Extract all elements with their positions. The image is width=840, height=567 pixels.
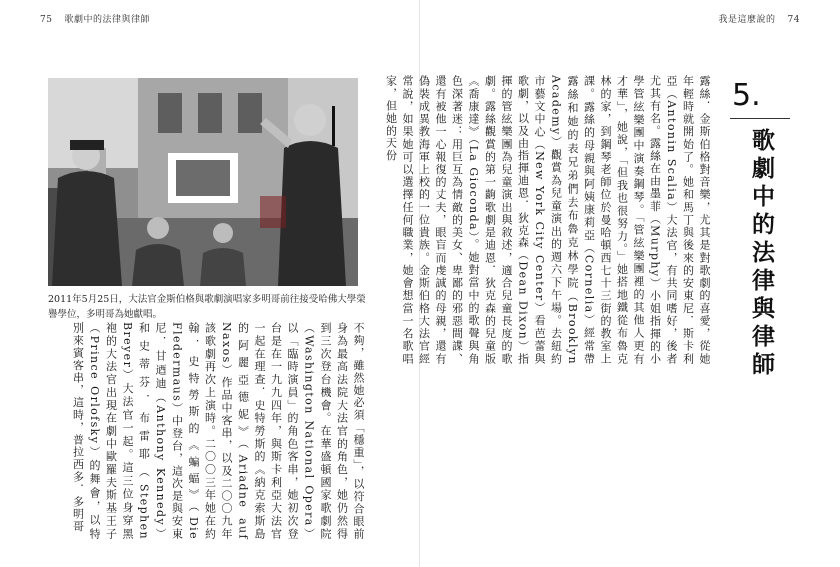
photo-caption: 2011年5月25日，大法官金斯伯格與歌劇演唱家多明哥前往接受哈佛大學榮譽學位，多明哥為她獻唱。 <box>48 294 366 320</box>
right-running-header <box>719 12 800 25</box>
chapter-divider <box>730 118 790 119</box>
right-running-head: 我是這麼說的 <box>718 15 776 25</box>
left-body-text: 不夠，雖然她必須「穩重」，以符合眼前身為最高法院大法官的角色，她仍然得到三次登台機會。在華盛頓國家歌劇院（Washington National Opera）以「臨時演員」的角色客串，她初次登台是在一九九四年，與斯卡利亞大法官一起在理查．史特勞斯的《納克索斯島的阿麗亞德妮》（Ariadne auf Naxos）作品中客串，以及二〇〇九年該歌劇再次上演時。二〇〇三年她在約翰．史特勞斯的《蝙蝠》（Die Fledermaus）中登台，這次是與安東尼．甘迺迪（Anthony Kennedy）和史蒂芬．布雷耶（Stephen Breyer）大法官一起。這三位身穿黑袍的大法官出現在劇中歐羅夫斯基王子（Prince Orlofsky）的舞會，以特別來賓客串，這時，普拉西多．多明哥 <box>71 322 365 540</box>
right-page-number: 74 <box>787 15 800 25</box>
left-page-number: 75 <box>40 15 53 25</box>
chapter-title: 歌劇中的法律與律師 <box>748 128 775 380</box>
left-running-head: 歌劇中的法律與律師 <box>64 15 150 25</box>
ceremony-photo <box>48 78 358 286</box>
right-body-text: 露絲．金斯伯格對音樂，尤其是對歌劇的喜愛，從她年輕時就開始了。她和馬丁與後來的安東尼．斯卡利亞（Antonin Scalia）大法官，有共同嗜好，後者尤其有名。露絲在由墨菲（Murphy）小姐指揮的小學管絃樂團中演奏鋼琴。「管絃樂團裡的其他人更有才華」，她說，「但我也很努力。」她搭地鐵從布魯克林的家，到鋼琴老師位於曼哈頓西七十三街的教室上課。露絲的母親與阿姨康莉亞（Cornelia）經常帶露絲和她的表兄弟們去布魯克林學院（Brooklyn Academy）觀賞為兒童演出的週六下午場。去紐約市藝文中心（New York City Center）看芭蕾與歌劇，以及由指揮迪恩．狄克森（Dean Dixon）指揮的管絃樂團為兒童演出與敘述，適合兒童長度的歌劇。露絲觀賞的第一齣歌劇是迪恩．狄克森的兒童版《喬康達》（La Gioconda）。她對當中的歌聲與角色深著迷：用巨互為情敵的美女、卑鄙的邪惡間諜、還有被他一心報復的丈夫，眼盲而虔誠的母親，還有偽裝成異教海軍上校的一位貴族。金斯伯格大法官經常說，如果她可以選擇任何職業，她會想當一名歌唱家，但她的天份 <box>384 75 711 365</box>
chapter-number: 5. <box>732 78 761 113</box>
left-running-header <box>40 12 150 25</box>
ceremony-photo-image <box>48 78 358 286</box>
